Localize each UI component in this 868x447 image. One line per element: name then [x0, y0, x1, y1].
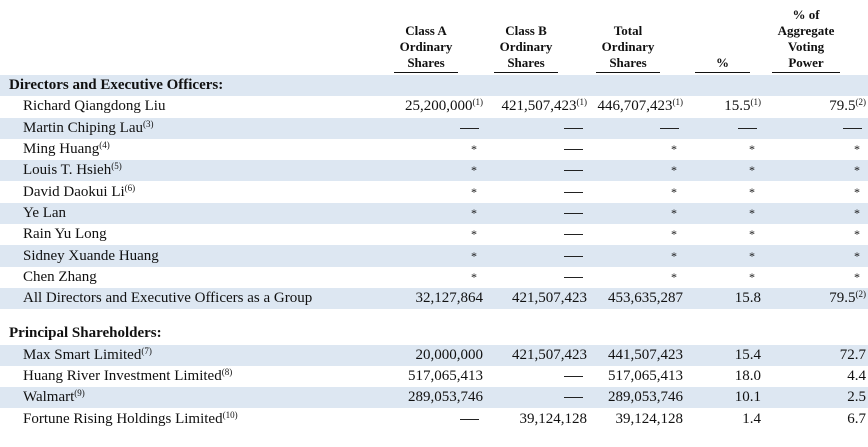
table-row — [0, 267, 868, 288]
total-cell — [589, 245, 684, 266]
footnote-ref: (1) — [472, 97, 483, 108]
footnote-ref: (5) — [111, 161, 122, 172]
asterisk-mark: * — [749, 269, 755, 284]
table-row — [0, 387, 868, 408]
section-title-row — [0, 323, 868, 344]
class-a-cell — [385, 96, 485, 117]
class-b-cell — [485, 288, 589, 309]
percent-cell — [684, 408, 766, 429]
holder-name-text: Louis T. Hsieh — [23, 162, 112, 179]
asterisk-mark: * — [854, 163, 861, 178]
total-cell — [589, 139, 684, 160]
asterisk-mark: * — [671, 248, 677, 263]
asterisk-mark: * — [749, 184, 755, 199]
table-row — [0, 245, 868, 266]
percent-cell — [684, 224, 766, 245]
cell-value: 72.7 — [839, 346, 867, 363]
asterisk-mark: * — [471, 184, 477, 199]
cell-value: 10.1 — [734, 389, 761, 406]
holder-name — [0, 160, 385, 181]
asterisk-mark: * — [854, 269, 861, 284]
header-voting-power: % of Aggregate Voting Power — [772, 7, 840, 73]
asterisk-mark: * — [749, 227, 755, 242]
cell-value: 2.5 — [847, 389, 867, 406]
asterisk-mark: * — [854, 142, 861, 157]
table-row — [0, 345, 868, 366]
asterisk-mark: * — [471, 248, 477, 263]
footnote-ref: (8) — [221, 367, 233, 377]
voting-cell — [766, 245, 868, 266]
cell-value: 25,200,000 — [405, 98, 473, 115]
class-b-cell — [485, 203, 589, 224]
holder-name-text: Ye Lan — [23, 204, 67, 221]
voting-cell — [766, 181, 868, 202]
cell-value: 441,507,423 — [608, 346, 683, 363]
holder-name-text: Sidney Xuande Huang — [23, 247, 159, 264]
asterisk-mark: * — [471, 227, 477, 242]
table-row — [0, 366, 868, 387]
holder-name-text: Walmart — [23, 389, 75, 406]
dash-mark — [738, 128, 757, 129]
footnote-ref: (9) — [74, 388, 85, 399]
holder-name — [0, 288, 385, 309]
dash-mark — [564, 192, 583, 193]
holder-name — [0, 181, 385, 202]
class-a-cell — [385, 139, 485, 160]
footnote-ref: (6) — [124, 182, 136, 193]
percent-cell — [684, 245, 766, 266]
cell-value: 289,053,746 — [608, 389, 683, 406]
class-a-cell — [385, 160, 485, 181]
cell-value: 453,635,287 — [608, 290, 683, 307]
cell-value: 32,127,864 — [415, 290, 483, 307]
voting-cell — [766, 366, 868, 387]
asterisk-mark: * — [471, 269, 477, 284]
voting-cell — [766, 387, 868, 408]
voting-cell — [766, 139, 868, 160]
table-row — [0, 160, 868, 181]
percent-cell — [684, 267, 766, 288]
holder-name — [0, 408, 385, 429]
dash-mark — [564, 234, 583, 235]
cell-value: 39,124,128 — [519, 410, 587, 427]
cell-value: 421,507,423 — [501, 98, 577, 115]
asterisk-mark: * — [854, 248, 861, 263]
header-percent: % — [695, 55, 750, 73]
holder-name-text: Rain Yu Long — [23, 226, 107, 243]
class-a-cell — [385, 366, 485, 387]
percent-cell — [684, 181, 766, 202]
class-b-cell — [485, 387, 589, 408]
voting-cell — [766, 224, 868, 245]
cell-value: 79.5 — [829, 98, 856, 115]
asterisk-mark: * — [671, 142, 677, 157]
total-cell — [589, 203, 684, 224]
class-b-cell — [485, 408, 589, 429]
total-cell — [589, 267, 684, 288]
holder-name-text: Fortune Rising Holdings Limited — [23, 410, 223, 427]
cell-value: 1.4 — [742, 410, 761, 427]
footnote-ref: (1) — [750, 97, 761, 108]
class-a-cell — [385, 288, 485, 309]
total-cell — [589, 181, 684, 202]
cell-value: 15.4 — [734, 346, 761, 363]
voting-cell — [766, 345, 868, 366]
dash-mark — [460, 419, 479, 420]
percent-cell — [684, 118, 766, 139]
holder-name-text: All Directors and Executive Officers as a Group — [23, 290, 313, 307]
percent-cell — [684, 203, 766, 224]
class-b-cell — [485, 245, 589, 266]
table-row — [0, 139, 868, 160]
cell-value: 517,065,413 — [608, 368, 683, 384]
cell-value: 517,065,413 — [408, 368, 483, 384]
holder-name — [0, 96, 385, 117]
total-cell — [589, 118, 684, 139]
class-a-cell — [385, 387, 485, 408]
holder-name — [0, 387, 385, 408]
total-cell — [589, 408, 684, 429]
voting-cell — [766, 408, 868, 429]
class-a-cell — [385, 267, 485, 288]
ownership-table — [0, 75, 868, 430]
dash-mark — [843, 128, 862, 129]
holder-name-text: Richard Qiangdong Liu — [23, 98, 166, 115]
asterisk-mark: * — [749, 205, 755, 220]
asterisk-mark: * — [671, 163, 677, 178]
table-row — [0, 224, 868, 245]
holder-name — [0, 267, 385, 288]
percent-cell — [684, 288, 766, 309]
holder-name-text: Ming Huang — [23, 141, 100, 158]
percent-cell — [684, 96, 766, 117]
holder-name-text: David Daokui Li — [23, 183, 125, 200]
holder-name-text: Chen Zhang — [23, 268, 97, 285]
percent-cell — [684, 366, 766, 387]
total-cell — [589, 96, 684, 117]
footnote-ref: (2) — [855, 289, 867, 300]
class-b-cell — [485, 118, 589, 139]
class-b-cell — [485, 139, 589, 160]
asterisk-mark: * — [471, 142, 477, 157]
voting-cell — [766, 118, 868, 139]
holder-name-text: Martin Chiping Lau — [23, 119, 143, 136]
class-b-cell — [485, 345, 589, 366]
table-header — [0, 0, 868, 75]
percent-cell — [684, 345, 766, 366]
asterisk-mark: * — [671, 184, 677, 199]
dash-mark — [564, 277, 583, 278]
cell-value: 39,124,128 — [615, 410, 683, 427]
header-class-a: Class A Ordinary Shares — [394, 23, 458, 73]
cell-value: 79.5 — [829, 290, 856, 307]
asterisk-mark: * — [749, 142, 755, 157]
holder-name — [0, 203, 385, 224]
holder-name — [0, 345, 385, 366]
footnote-ref: (1) — [672, 97, 683, 108]
asterisk-mark: * — [471, 205, 477, 220]
total-cell — [589, 224, 684, 245]
class-a-cell — [385, 181, 485, 202]
class-a-cell — [385, 408, 485, 429]
asterisk-mark: * — [854, 184, 861, 199]
cell-value: 18.0 — [734, 368, 761, 384]
holder-name — [0, 118, 385, 139]
asterisk-mark: * — [671, 205, 677, 220]
footnote-ref: (10) — [222, 409, 238, 420]
table-row — [0, 203, 868, 224]
section-title: Directors and Executive Officers: — [0, 75, 868, 96]
total-cell — [589, 288, 684, 309]
holder-name-text: Huang River Investment Limited — [23, 368, 222, 384]
class-a-cell — [385, 224, 485, 245]
total-cell — [589, 345, 684, 366]
section-spacer — [0, 309, 868, 323]
class-b-cell — [485, 267, 589, 288]
voting-cell — [766, 203, 868, 224]
percent-cell — [684, 139, 766, 160]
class-b-cell — [485, 96, 589, 117]
class-b-cell — [485, 366, 589, 387]
footnote-ref: (7) — [141, 345, 152, 356]
total-cell — [589, 387, 684, 408]
holder-name — [0, 245, 385, 266]
voting-cell — [766, 267, 868, 288]
holder-name — [0, 139, 385, 160]
asterisk-mark: * — [671, 269, 677, 284]
asterisk-mark: * — [471, 163, 477, 178]
footnote-ref: (4) — [99, 140, 110, 151]
asterisk-mark: * — [749, 248, 755, 263]
cell-value: 15.5 — [724, 98, 751, 115]
class-a-cell — [385, 118, 485, 139]
dash-mark — [460, 128, 479, 129]
class-b-cell — [485, 160, 589, 181]
dash-mark — [564, 170, 583, 171]
footnote-ref: (3) — [143, 118, 154, 129]
holder-name — [0, 366, 385, 387]
asterisk-mark: * — [671, 227, 677, 242]
holder-name — [0, 224, 385, 245]
class-a-cell — [385, 245, 485, 266]
class-b-cell — [485, 224, 589, 245]
asterisk-mark: * — [854, 227, 861, 242]
header-total: Total Ordinary Shares — [596, 23, 660, 73]
section-title: Principal Shareholders: — [9, 325, 162, 342]
table-row — [0, 96, 868, 117]
voting-cell — [766, 288, 868, 309]
class-a-cell — [385, 345, 485, 366]
table-row — [0, 181, 868, 202]
cell-value: 421,507,423 — [512, 290, 587, 307]
dash-mark — [564, 128, 583, 129]
header-class-b: Class B Ordinary Shares — [494, 23, 558, 73]
cell-value: 446,707,423 — [597, 98, 673, 115]
percent-cell — [684, 387, 766, 408]
cell-value: 421,507,423 — [512, 346, 587, 363]
section-title-row — [0, 75, 868, 96]
asterisk-mark: * — [854, 205, 861, 220]
dash-mark — [660, 128, 679, 129]
cell-value: 4.4 — [847, 368, 867, 384]
voting-cell — [766, 96, 868, 117]
dash-mark — [564, 397, 583, 398]
total-cell — [589, 160, 684, 181]
dash-mark — [564, 213, 583, 214]
table-row — [0, 408, 868, 429]
voting-cell — [766, 160, 868, 181]
footnote-ref: (2) — [855, 97, 867, 108]
cell-value: 15.8 — [734, 290, 761, 307]
class-b-cell — [485, 181, 589, 202]
dash-mark — [564, 149, 583, 150]
percent-cell — [684, 160, 766, 181]
total-cell — [589, 366, 684, 387]
footnote-ref: (1) — [576, 97, 587, 108]
asterisk-mark: * — [749, 163, 755, 178]
cell-value: 6.7 — [847, 410, 867, 427]
cell-value: 289,053,746 — [408, 389, 483, 406]
cell-value: 20,000,000 — [415, 346, 483, 363]
table-row — [0, 118, 868, 139]
table-row — [0, 288, 868, 309]
dash-mark — [564, 256, 583, 257]
dash-mark — [564, 376, 583, 377]
holder-name-text: Max Smart Limited — [23, 346, 142, 363]
class-a-cell — [385, 203, 485, 224]
